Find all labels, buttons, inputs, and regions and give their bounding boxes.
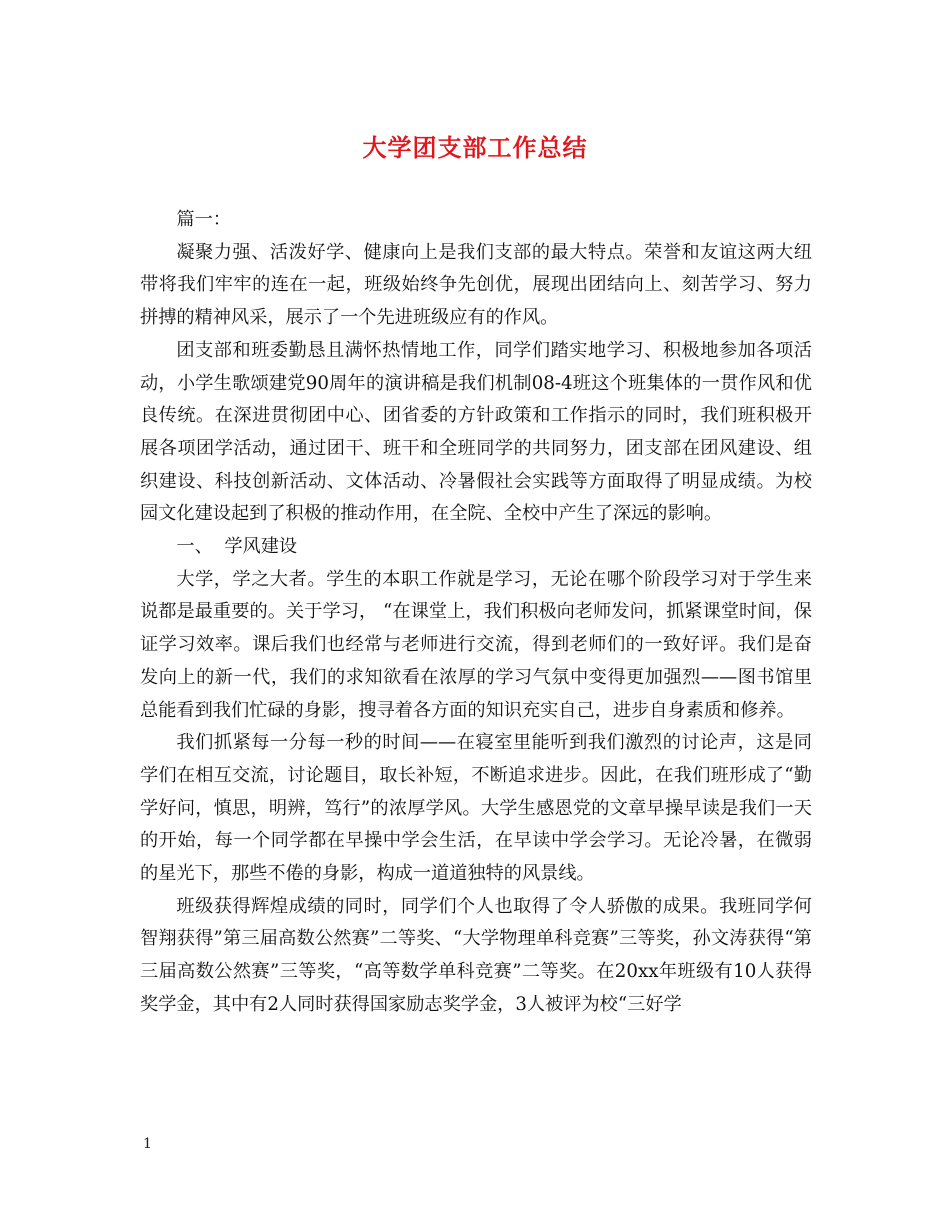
paragraph-4: 我们抓紧每一分每一秒的时间——在寝室里能听到我们激烈的讨论声，这是同学们在相互交流，讨论题目，取长补短，不断追求进步。因此，在我们班形成了“勤学好问，慎思，明辨，笃行”的浓厚学风。大学生感恩党的文章早操早读是我们一天的开始，每一个同学都在早操中学会生活，在早读中学会学习。无论冷暑，在微弱的星光下，那些不倦的身影，构成一道道独特的风景线。 — [140, 732, 812, 885]
document-title: 大学团支部工作总结 — [362, 134, 588, 162]
paragraph-3: 大学，学之大者。学生的本职工作就是学习，无论在哪个阶段学习对于学生来说都是最重要的。关于学习， “在课堂上，我们积极向老师发问，抓紧课堂时间，保证学习效率。课后我们也经常与老师进行交流，得到老师们的一致好评。我们是奋发向上的新一代，我们的求知欲看在浓厚的学习气氛中变得更加强烈——图书馆里总能看到我们忙碌的身影，搜寻着各方面的知识充实自己，进步自身素质和修养。 — [140, 568, 812, 721]
paragraph-5: 班级获得辉煌成绩的同时，同学们个人也取得了令人骄傲的成果。我班同学何智翔获得”第三届高数公然赛”二等奖、“大学物理单科竞赛”三等奖，孙文涛获得“第三届高数公然赛”三等奖，“高等数学单科竞赛”二等奖。在20xx年班级有10人获得奖学金，其中有2人同时获得国家励志奖学金，3人被评为校“三好学 — [140, 895, 812, 1015]
paragraph-1: 凝聚力强、活泼好学、健康向上是我们支部的最大特点。荣誉和友谊这两大纽带将我们牢牢的连在一起，班级始终争先创优，展现出团结向上、刻苦学习、努力拼搏的精神风采，展示了一个先进班级应有的作风。 — [140, 241, 812, 329]
document-body — [140, 204, 812, 1022]
section-heading-1: 一、 学风建设 — [176, 536, 298, 558]
section-label: 篇一： — [176, 209, 231, 230]
page-number: 1 — [143, 1136, 152, 1152]
paragraph-2: 团支部和班委勤恳且满怀热情地工作，同学们踏实地学习、积极地参加各项活动，小学生歌颂建党90周年的演讲稿是我们机制08-4班这个班集体的一贯作风和优良传统。在深进贯彻团中心、团省委的方针政策和工作指示的同时，我们班积极开展各项团学活动，通过团干、班干和全班同学的共同努力，团支部在团风建设、组织建设、科技创新活动、文体活动、冷暑假社会实践等方面取得了明显成绩。为校园文化建设起到了积极的推动作用，在全院、全校中产生了深远的影响。 — [140, 339, 812, 525]
